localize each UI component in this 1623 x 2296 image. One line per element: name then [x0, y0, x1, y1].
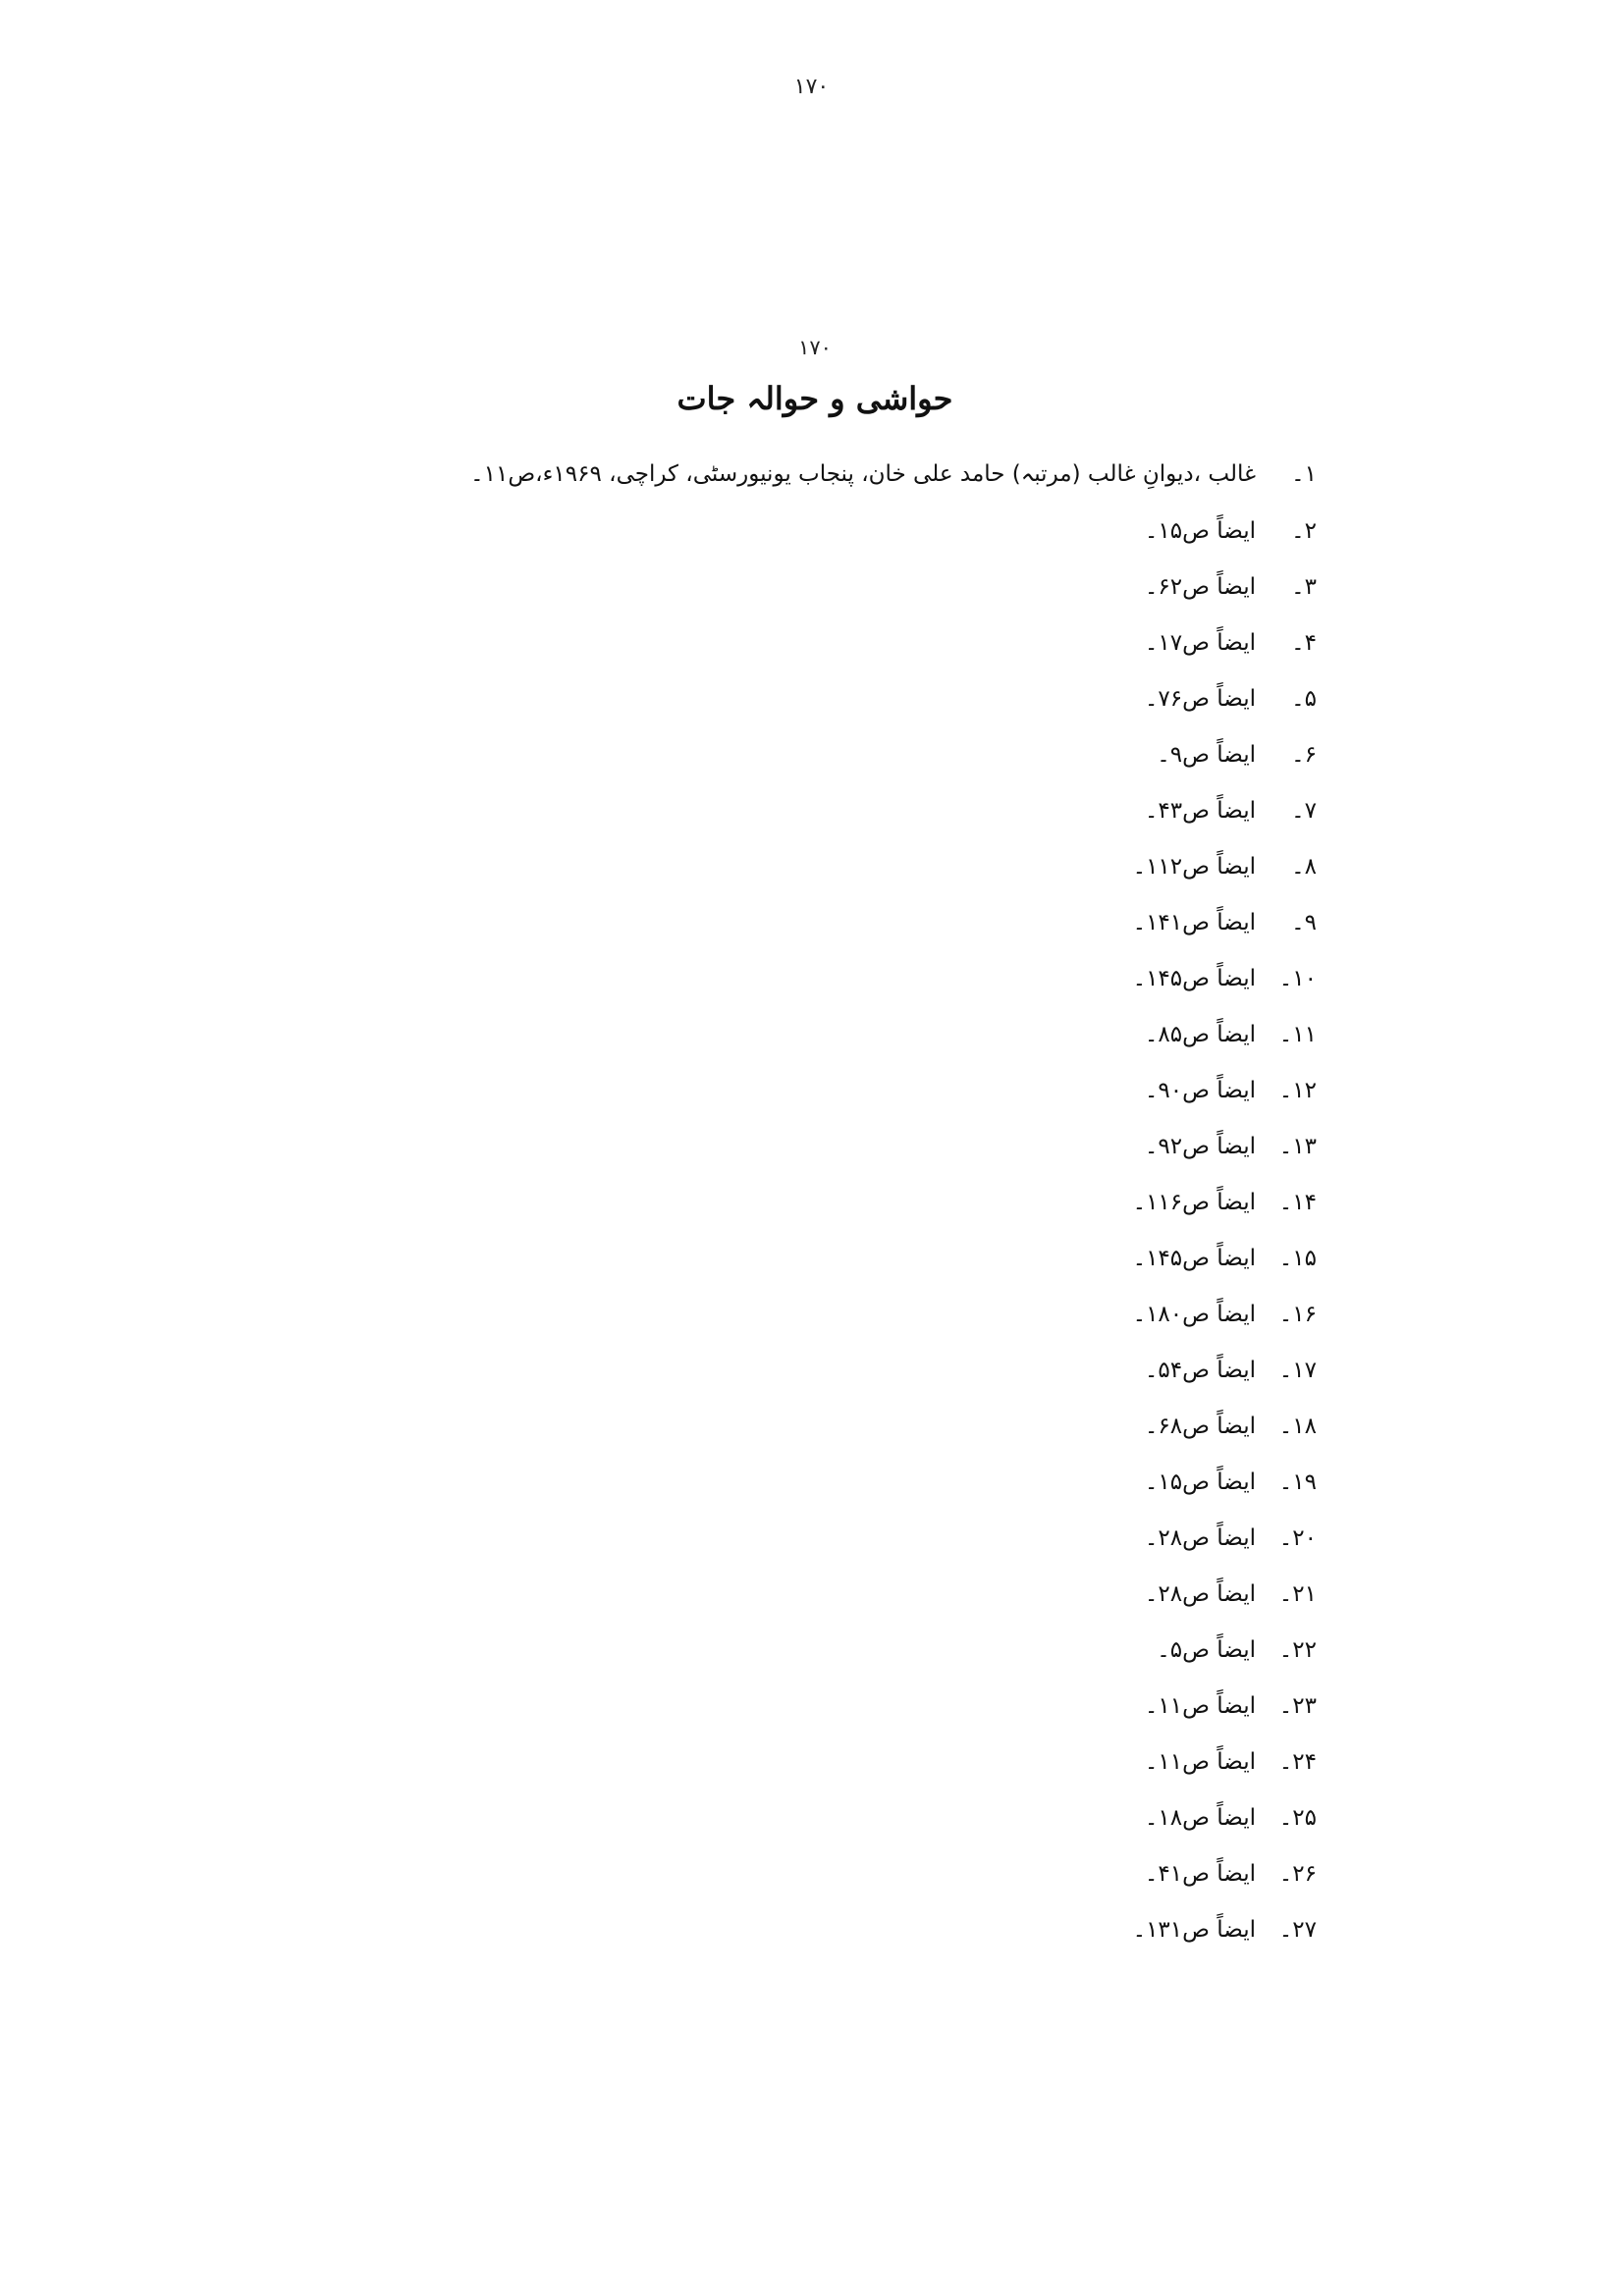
note-number: ۲۲۔ [1278, 1637, 1317, 1663]
note-number: ۱۔ [1291, 461, 1317, 487]
note-text: ایضاً ص۱۱۔ [1144, 1693, 1256, 1719]
note-item [470, 1175, 1317, 1231]
note-number: ۱۷۔ [1278, 1358, 1317, 1383]
note-number: ۱۰۔ [1278, 966, 1317, 991]
note-number: ۲۴۔ [1278, 1749, 1317, 1775]
note-item [470, 1343, 1317, 1399]
note-text: ایضاً ص۱۵۔ [1144, 518, 1256, 544]
note-number: ۲۰۔ [1278, 1525, 1317, 1551]
note-item [470, 783, 1317, 839]
note-text: ایضاً ص۹۲۔ [1144, 1134, 1256, 1159]
note-item [470, 951, 1317, 1007]
note-item [470, 1567, 1317, 1623]
note-number: ۲۱۔ [1278, 1581, 1317, 1607]
note-text: ایضاً ص۱۴۵۔ [1132, 1246, 1256, 1271]
note-item [470, 615, 1317, 671]
page-number-header: ۱۷۰ [793, 75, 830, 99]
note-item [470, 1679, 1317, 1735]
note-text: ایضاً ص۱۵۔ [1144, 1469, 1256, 1495]
note-text: ایضاً ص۴۱۔ [1144, 1861, 1256, 1887]
note-item [470, 1231, 1317, 1287]
note-text: ایضاً ص۴۳۔ [1144, 798, 1256, 824]
note-item [470, 1735, 1317, 1790]
note-item [470, 1119, 1317, 1175]
note-text: ایضاً ص۵۴۔ [1144, 1358, 1256, 1383]
note-item [470, 1007, 1317, 1063]
note-number: ۲۳۔ [1278, 1693, 1317, 1719]
note-number: ۲۷۔ [1278, 1917, 1317, 1943]
note-item [470, 1287, 1317, 1343]
note-text: ایضاً ص۵۔ [1157, 1637, 1256, 1663]
note-number: ۱۱۔ [1278, 1022, 1317, 1047]
note-item [470, 727, 1317, 783]
note-number: ۱۳۔ [1278, 1134, 1317, 1159]
note-number: ۲۶۔ [1278, 1861, 1317, 1887]
note-item [470, 1063, 1317, 1119]
note-number: ۱۶۔ [1278, 1302, 1317, 1327]
note-item [470, 895, 1317, 951]
note-text: ایضاً ص۲۸۔ [1144, 1581, 1256, 1607]
note-number: ۱۲۔ [1278, 1078, 1317, 1103]
note-number: ۲۔ [1291, 518, 1317, 544]
note-item [470, 671, 1317, 727]
note-item [470, 1511, 1317, 1567]
note-item [470, 1623, 1317, 1679]
note-text: ایضاً ص۱۴۱۔ [1132, 910, 1256, 935]
note-text: ایضاً ص۱۱۶۔ [1132, 1190, 1256, 1215]
note-text: غالب ،دیوانِ غالب (مرتبہ) حامد علی خان، پنجاب یونیورسٹی، کراچی، ۱۹۶۹ء،ص۱۱۔ [470, 461, 1256, 487]
note-text: ایضاً ص۱۴۵۔ [1132, 966, 1256, 991]
note-number: ۱۸۔ [1278, 1414, 1317, 1439]
note-item [470, 1455, 1317, 1511]
note-number: ۱۵۔ [1278, 1246, 1317, 1271]
note-number: ۵۔ [1291, 686, 1317, 712]
note-number: ۶۔ [1291, 742, 1317, 768]
note-number: ۷۔ [1291, 798, 1317, 824]
note-item [470, 560, 1317, 615]
note-text: ایضاً ص۱۷۔ [1144, 630, 1256, 656]
note-text: ایضاً ص۶۲۔ [1144, 574, 1256, 600]
page-title: حواشی و حوالہ جات [676, 380, 953, 417]
note-number: ۲۵۔ [1278, 1805, 1317, 1831]
notes-list [470, 447, 1317, 1958]
note-text: ایضاً ص۹۰۔ [1144, 1078, 1256, 1103]
note-text: ایضاً ص۷۶۔ [1144, 686, 1256, 712]
note-text: ایضاً ص۱۸۰۔ [1132, 1302, 1256, 1327]
page-number-body: ۱۷۰ [798, 336, 832, 359]
note-item [470, 447, 1317, 504]
note-text: ایضاً ص۹۔ [1157, 742, 1256, 768]
note-item [470, 839, 1317, 895]
note-text: ایضاً ص۱۱۲۔ [1132, 854, 1256, 880]
note-item [470, 1902, 1317, 1958]
note-text: ایضاً ص۸۵۔ [1144, 1022, 1256, 1047]
note-item [470, 504, 1317, 560]
note-item [470, 1399, 1317, 1455]
note-text: ایضاً ص۲۸۔ [1144, 1525, 1256, 1551]
note-number: ۱۴۔ [1278, 1190, 1317, 1215]
note-text: ایضاً ص۱۸۔ [1144, 1805, 1256, 1831]
note-number: ۴۔ [1291, 630, 1317, 656]
note-number: ۱۹۔ [1278, 1469, 1317, 1495]
note-number: ۸۔ [1291, 854, 1317, 880]
note-item [470, 1846, 1317, 1902]
note-text: ایضاً ص۱۳۱۔ [1132, 1917, 1256, 1943]
note-text: ایضاً ص۶۸۔ [1144, 1414, 1256, 1439]
note-text: ایضاً ص۱۱۔ [1144, 1749, 1256, 1775]
note-number: ۳۔ [1291, 574, 1317, 600]
note-item [470, 1790, 1317, 1846]
note-number: ۹۔ [1291, 910, 1317, 935]
